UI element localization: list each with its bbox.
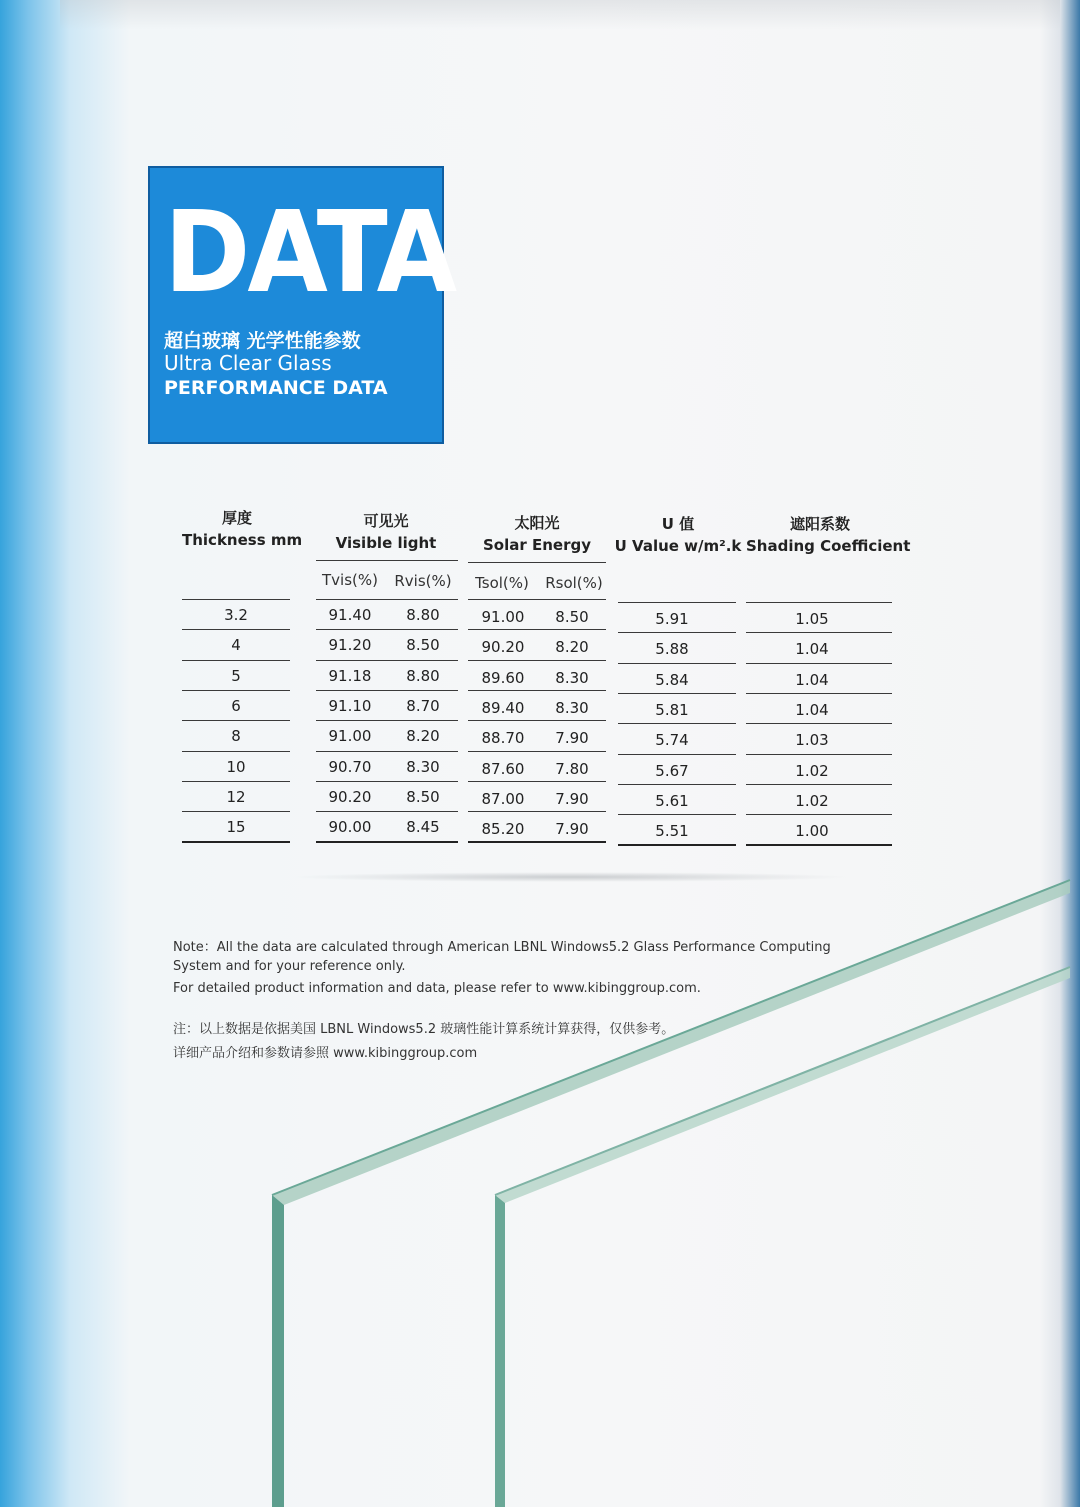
table-row-rule bbox=[618, 723, 736, 724]
cell-tvis: 91.20 bbox=[328, 636, 372, 655]
note-cn-line-1: 注：以上数据是依据美国 LBNL Windows5.2 玻璃性能计算系统计算获得，仅供参考。 bbox=[173, 1022, 675, 1037]
cell-rvis: 8.80 bbox=[406, 666, 440, 685]
cell-rsol: 7.90 bbox=[555, 820, 589, 839]
cell-tsol: 88.70 bbox=[481, 729, 525, 748]
cell-shading: 1.05 bbox=[795, 610, 829, 628]
cell-rvis: 8.70 bbox=[406, 696, 440, 715]
table-row-rule bbox=[316, 811, 458, 812]
subheader-rsol: Rsol(%) bbox=[545, 574, 603, 592]
table-row-rule bbox=[316, 660, 458, 661]
table-bottom-rule bbox=[468, 841, 606, 843]
col-header-en: Visible light bbox=[335, 534, 437, 552]
col-header-cn: 厚度 bbox=[221, 509, 252, 527]
col-header-thickness bbox=[182, 507, 303, 551]
col-header-en: Solar Energy bbox=[482, 536, 591, 554]
cell-thickness: 3.2 bbox=[224, 606, 248, 624]
cell-rsol: 7.90 bbox=[555, 789, 589, 808]
table-row-rule bbox=[618, 754, 736, 755]
cell-tvis: 91.40 bbox=[328, 606, 372, 624]
glass-sheet-1-front-line bbox=[272, 880, 1070, 1195]
cell-u-value: 5.74 bbox=[655, 731, 689, 750]
col-header-visible-light bbox=[316, 510, 456, 554]
cell-rvis: 8.20 bbox=[406, 727, 440, 746]
table-shadow bbox=[290, 872, 850, 882]
cell-shading: 1.03 bbox=[795, 731, 829, 750]
cell-tvis: 91.10 bbox=[328, 696, 372, 715]
table-bottom-rule bbox=[618, 844, 736, 846]
data-title: DATA bbox=[164, 186, 455, 319]
subtitle-cn: 超白玻璃 光学性能参数 bbox=[164, 330, 361, 352]
cell-rvis: 8.30 bbox=[406, 757, 440, 776]
table-row-rule bbox=[182, 751, 290, 752]
table-row-rule bbox=[182, 629, 290, 630]
col-header-cn: U 值 bbox=[661, 515, 695, 533]
cell-tsol: 90.20 bbox=[481, 638, 525, 657]
subtitle-en-performance: PERFORMANCE DATA bbox=[164, 377, 388, 399]
cell-shading: 1.02 bbox=[795, 761, 829, 780]
table-row-rule bbox=[618, 814, 736, 815]
cell-thickness: 8 bbox=[231, 727, 241, 746]
cell-tsol: 85.20 bbox=[481, 820, 525, 839]
table-header-bottom-rule bbox=[618, 602, 736, 603]
table-row-rule bbox=[182, 811, 290, 812]
cell-tvis: 90.70 bbox=[328, 757, 372, 776]
cell-tvis: 90.00 bbox=[328, 818, 372, 837]
cell-tsol: 87.60 bbox=[481, 759, 525, 778]
table-row-rule bbox=[746, 814, 892, 815]
col-header-en: U Value w/m².k bbox=[614, 537, 742, 555]
cell-shading: 1.04 bbox=[795, 700, 829, 719]
cell-rsol: 8.20 bbox=[555, 638, 589, 657]
cell-tsol: 89.40 bbox=[481, 698, 525, 717]
table-row-rule bbox=[316, 781, 458, 782]
cell-rvis: 8.50 bbox=[406, 787, 440, 806]
glass-sheet-1-side-edge bbox=[272, 1195, 284, 1507]
table-row-rule bbox=[746, 693, 892, 694]
table-row-rule bbox=[746, 754, 892, 755]
table-row-rule bbox=[618, 784, 736, 785]
cell-u-value: 5.61 bbox=[655, 791, 689, 810]
table-row-rule bbox=[746, 723, 892, 724]
subheader-tsol: Tsol(%) bbox=[475, 574, 529, 592]
table-row-rule bbox=[746, 632, 892, 633]
col-header-solar-energy bbox=[468, 512, 606, 556]
cell-rsol: 8.50 bbox=[555, 608, 589, 626]
cell-shading: 1.00 bbox=[795, 822, 829, 841]
note-en-line-1: Note：All the data are calculated through American LBNL Windows5.2 Glass Performance Computing bbox=[173, 940, 831, 955]
cell-rsol: 8.30 bbox=[555, 698, 589, 717]
cell-u-value: 5.84 bbox=[655, 670, 689, 689]
cell-thickness: 12 bbox=[226, 787, 246, 806]
table-header-bottom-rule bbox=[182, 599, 290, 600]
cell-u-value: 5.51 bbox=[655, 822, 689, 841]
table-row-rule bbox=[468, 751, 606, 752]
table-header-bottom-rule bbox=[316, 599, 458, 600]
cell-u-value: 5.91 bbox=[655, 610, 689, 628]
cell-tvis: 91.00 bbox=[328, 727, 372, 746]
table-row-rule bbox=[468, 660, 606, 661]
cell-rsol: 7.90 bbox=[555, 729, 589, 748]
subheader-tvis: Tvis(%) bbox=[322, 571, 378, 589]
cell-u-value: 5.67 bbox=[655, 761, 689, 780]
visible-light-header-rule bbox=[316, 560, 458, 561]
cell-rvis: 8.80 bbox=[406, 606, 440, 624]
col-header-shading-coefficient bbox=[746, 513, 911, 557]
table-row-rule bbox=[468, 781, 606, 782]
note-en-line-2: System and for your reference only. bbox=[173, 959, 406, 974]
table-row-rule bbox=[182, 660, 290, 661]
cell-shading: 1.04 bbox=[795, 670, 829, 689]
cell-tsol: 87.00 bbox=[481, 789, 525, 808]
table-row-rule bbox=[468, 720, 606, 721]
table-row-rule bbox=[316, 690, 458, 691]
table-row-rule bbox=[618, 632, 736, 633]
cell-rvis: 8.50 bbox=[406, 636, 440, 655]
table-bottom-rule bbox=[746, 844, 892, 846]
col-header-en: Shading Coefficient bbox=[746, 537, 911, 555]
col-header-cn: 可见光 bbox=[363, 512, 409, 530]
table-row-rule bbox=[316, 751, 458, 752]
cell-rsol: 8.30 bbox=[555, 668, 589, 687]
cell-thickness: 15 bbox=[226, 818, 246, 837]
cell-thickness: 4 bbox=[231, 636, 241, 655]
table-header-bottom-rule bbox=[746, 602, 892, 603]
table-row-rule bbox=[618, 663, 736, 664]
solar-energy-header-rule bbox=[468, 562, 606, 563]
table-row-rule bbox=[182, 720, 290, 721]
subheader-rvis: Rvis(%) bbox=[394, 572, 452, 590]
note-cn-line-2: 详细产品介绍和参数请参照 www.kibinggroup.com bbox=[173, 1046, 478, 1061]
table-row-rule bbox=[316, 629, 458, 630]
table-row-rule bbox=[468, 629, 606, 630]
col-header-en: Thickness mm bbox=[182, 531, 303, 549]
table-bottom-rule bbox=[316, 841, 458, 843]
table-row-rule bbox=[182, 690, 290, 691]
cell-thickness: 5 bbox=[231, 666, 241, 685]
cell-rsol: 7.80 bbox=[555, 759, 589, 778]
table-row-rule bbox=[746, 663, 892, 664]
cell-thickness: 6 bbox=[231, 696, 241, 715]
table-bottom-rule bbox=[182, 841, 290, 843]
cell-rvis: 8.45 bbox=[406, 818, 440, 837]
glass-sheet-2-side-edge bbox=[495, 1195, 505, 1507]
cell-tsol: 91.00 bbox=[481, 608, 525, 626]
cell-shading: 1.04 bbox=[795, 640, 829, 659]
cell-u-value: 5.88 bbox=[655, 640, 689, 659]
table-row-rule bbox=[746, 784, 892, 785]
table-row-rule bbox=[618, 693, 736, 694]
table-row-rule bbox=[316, 720, 458, 721]
cell-tsol: 89.60 bbox=[481, 668, 525, 687]
cell-u-value: 5.81 bbox=[655, 700, 689, 719]
table-row-rule bbox=[468, 690, 606, 691]
col-header-u-value bbox=[614, 513, 742, 557]
table-row-rule bbox=[182, 781, 290, 782]
cell-tvis: 90.20 bbox=[328, 787, 372, 806]
note-en-line-3: For detailed product information and data, please refer to www.kibinggroup.com. bbox=[173, 981, 701, 996]
col-header-cn: 太阳光 bbox=[514, 514, 560, 532]
cell-thickness: 10 bbox=[226, 757, 246, 776]
subtitle-en: Ultra Clear Glass bbox=[164, 351, 332, 375]
cell-tvis: 91.18 bbox=[328, 666, 372, 685]
col-header-cn: 遮阳系数 bbox=[789, 515, 850, 533]
cell-shading: 1.02 bbox=[795, 791, 829, 810]
table-row-rule bbox=[468, 811, 606, 812]
table-header-bottom-rule bbox=[468, 599, 606, 600]
